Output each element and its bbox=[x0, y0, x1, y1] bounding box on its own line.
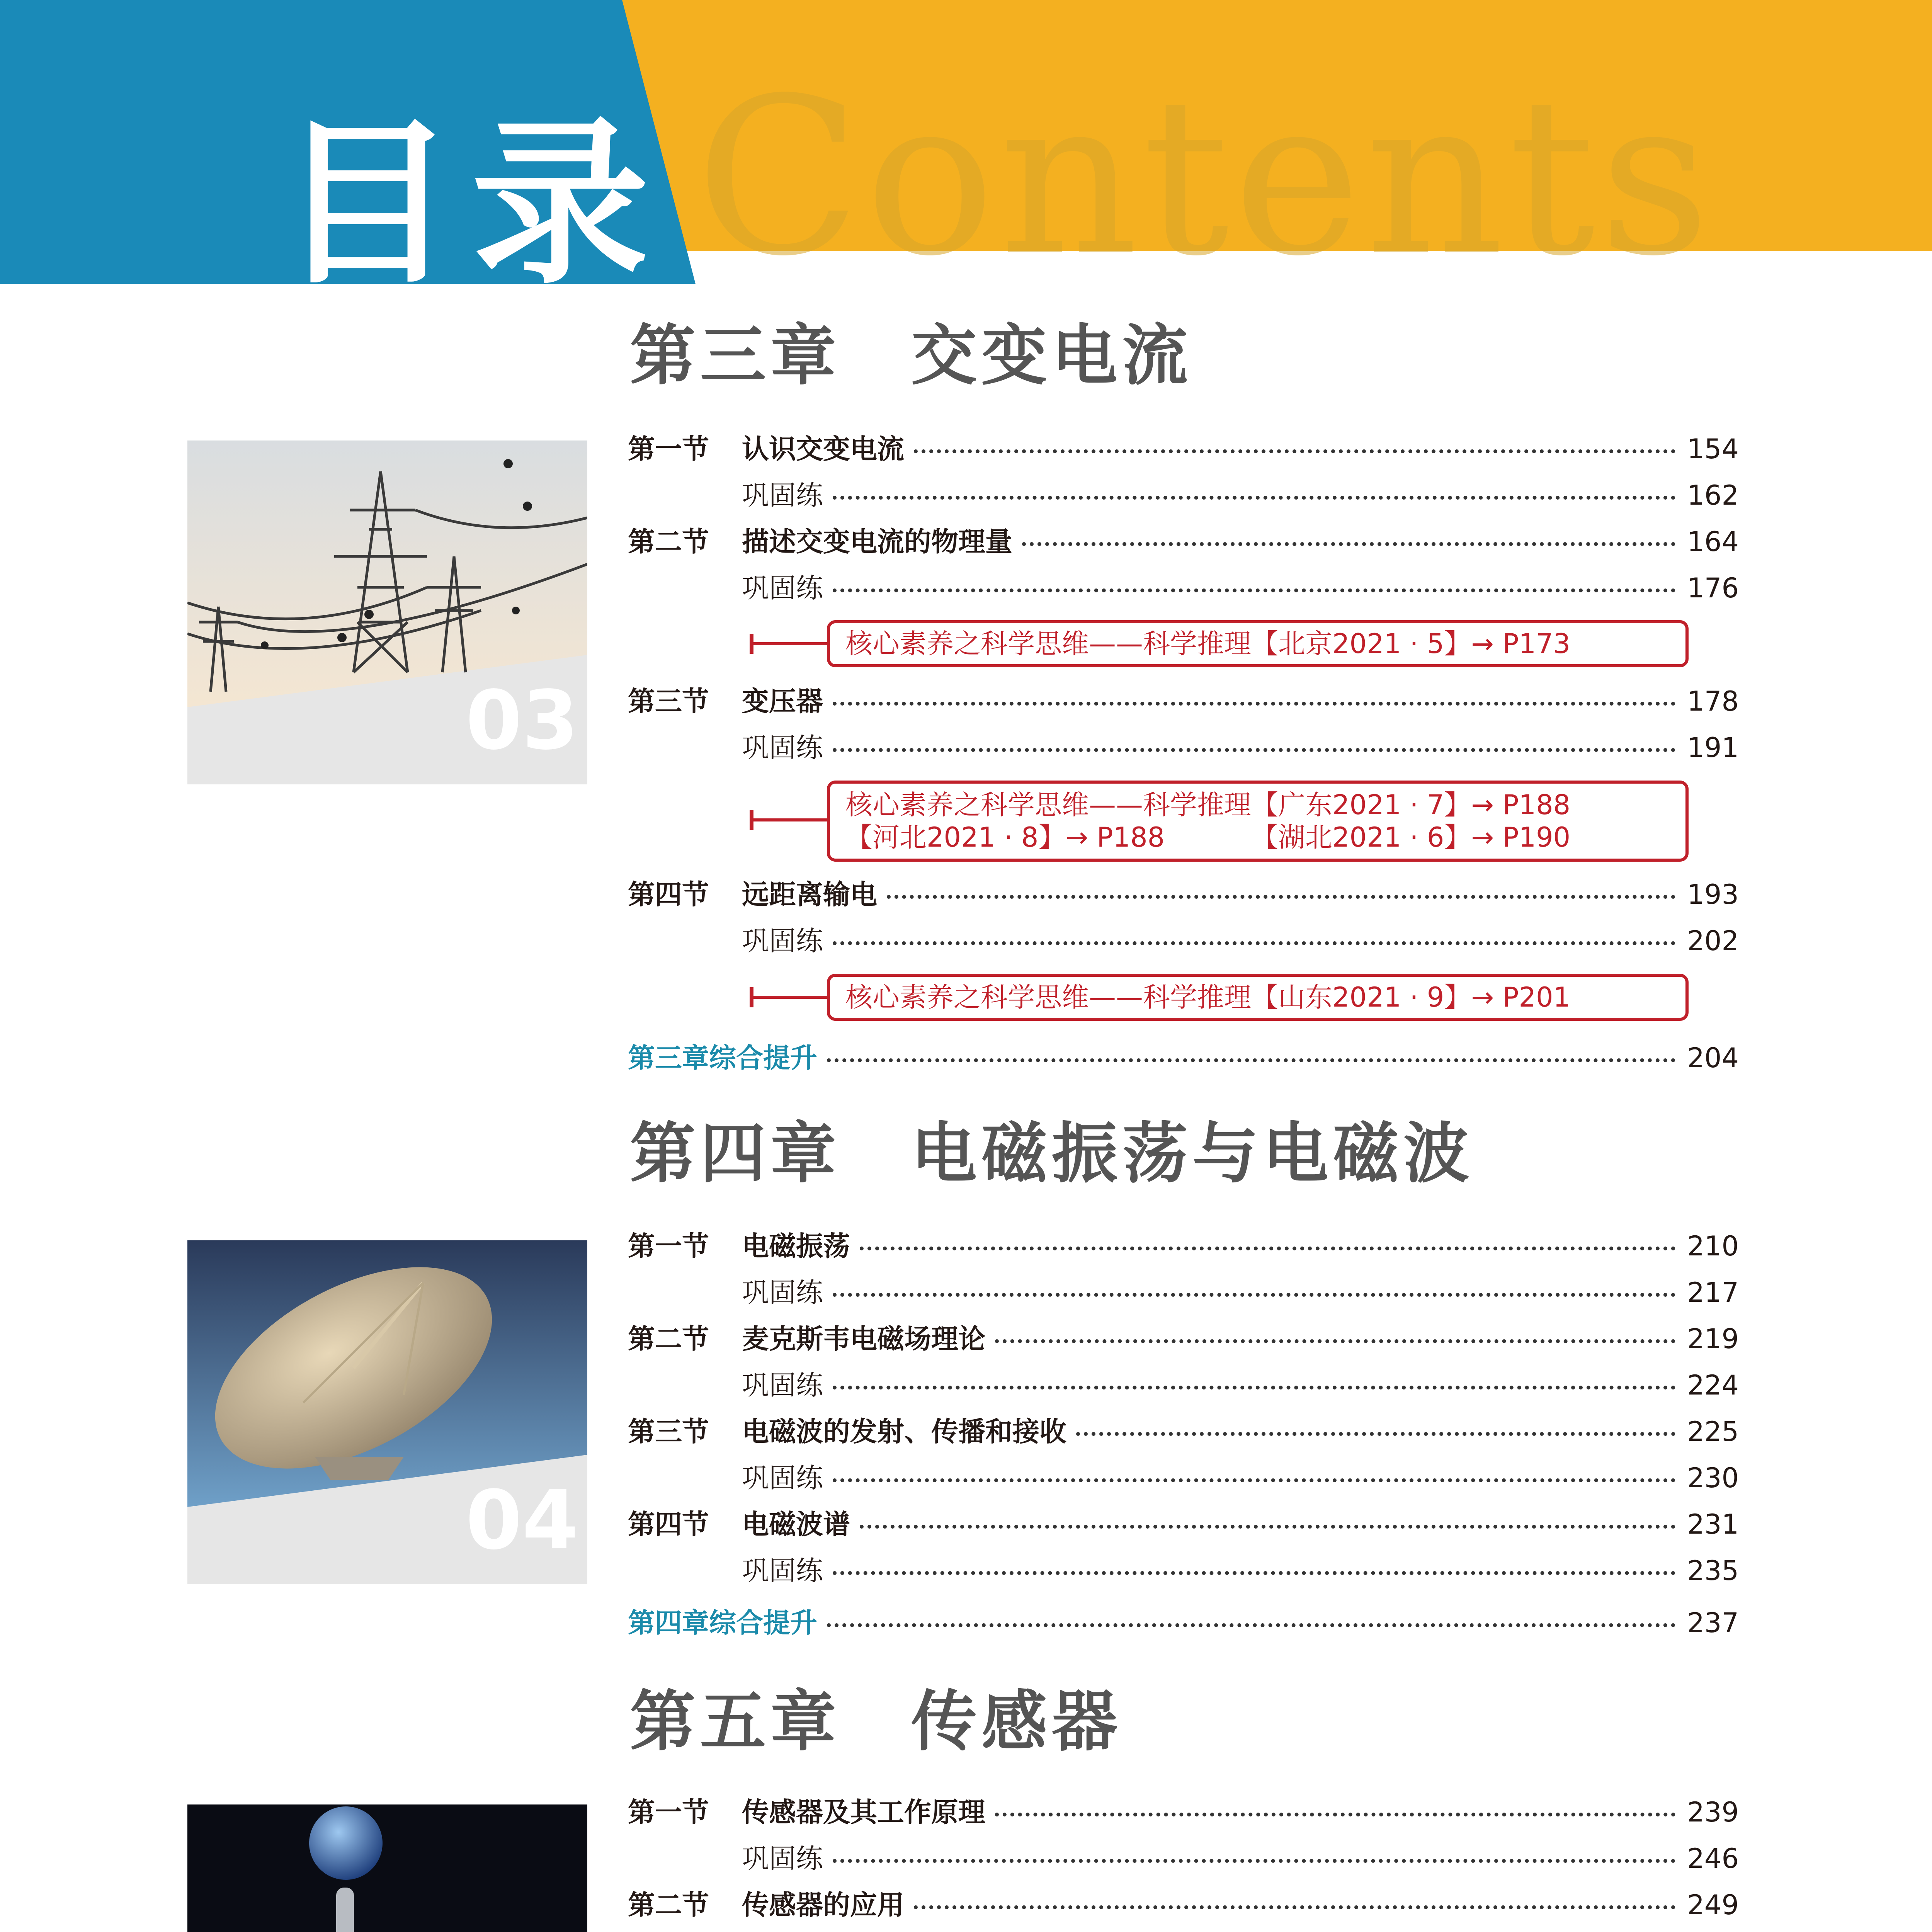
toc-row[interactable]: 第三节 电磁波的发射、传播和接收 225 bbox=[628, 1416, 1739, 1447]
page-number: 178 bbox=[1687, 685, 1739, 717]
page-number: 191 bbox=[1687, 732, 1739, 764]
page-number: 202 bbox=[1687, 925, 1739, 957]
chapter-4-title: 第四章 电磁振荡与电磁波 bbox=[630, 1115, 1474, 1192]
chapter-5-image bbox=[187, 1804, 587, 1932]
toc-row[interactable]: 第二节 传感器的应用 249 bbox=[628, 1889, 1739, 1921]
toc-row[interactable]: 第三节 变压器 178 bbox=[628, 685, 1739, 717]
toc-row[interactable]: 巩固练 246 bbox=[742, 1843, 1739, 1874]
page-number: 237 bbox=[1687, 1607, 1739, 1639]
page-number: 176 bbox=[1687, 572, 1739, 604]
page-number: 219 bbox=[1687, 1323, 1739, 1355]
page-number: 239 bbox=[1687, 1796, 1739, 1828]
page-number: 210 bbox=[1687, 1230, 1739, 1262]
page-number: 162 bbox=[1687, 480, 1739, 511]
page-number: 193 bbox=[1687, 879, 1739, 910]
page-number: 249 bbox=[1687, 1889, 1739, 1921]
toc-row[interactable]: 巩固练 235 bbox=[742, 1555, 1739, 1587]
toc-row[interactable]: 巩固练 202 bbox=[742, 925, 1739, 957]
core-literacy-callout[interactable]: 核心素养之科学思维——科学推理【北京2021 · 5】→ P173 bbox=[827, 620, 1689, 667]
page-number: 204 bbox=[1687, 1042, 1739, 1074]
toc-row[interactable]: 第二节 描述交变电流的物理量 164 bbox=[628, 526, 1739, 558]
core-literacy-callout[interactable]: 核心素养之科学思维——科学推理【山东2021 · 9】→ P201 bbox=[827, 974, 1689, 1021]
chapter-5-title: 第五章 传感器 bbox=[630, 1683, 1122, 1760]
callout-marker bbox=[750, 818, 827, 821]
header-title-en: Contents bbox=[696, 52, 1714, 304]
toc-row[interactable]: 巩固练 217 bbox=[742, 1277, 1739, 1308]
toc-row[interactable]: 第四节 电磁波谱 231 bbox=[628, 1509, 1739, 1540]
page-number: 225 bbox=[1687, 1416, 1739, 1447]
chapter-summary-row[interactable]: 第三章综合提升 204 bbox=[628, 1042, 1739, 1074]
page-number: 246 bbox=[1687, 1843, 1739, 1874]
toc-row[interactable]: 第一节 传感器及其工作原理 239 bbox=[628, 1796, 1739, 1828]
page-number: 154 bbox=[1687, 433, 1739, 465]
page-number: 230 bbox=[1687, 1462, 1739, 1494]
callout-marker bbox=[750, 996, 827, 999]
toc-row[interactable]: 巩固练 191 bbox=[742, 732, 1739, 764]
chapter-3-title: 第三章 交变电流 bbox=[630, 317, 1193, 394]
page-number: 235 bbox=[1687, 1555, 1739, 1587]
toc-row[interactable]: 第四节 远距离输电 193 bbox=[628, 879, 1739, 910]
page-number: 231 bbox=[1687, 1509, 1739, 1540]
toc-row[interactable]: 第一节 认识交变电流 154 bbox=[628, 433, 1739, 465]
toc-row[interactable] bbox=[628, 1928, 1739, 1932]
toc-row[interactable]: 第一节 电磁振荡 210 bbox=[628, 1230, 1739, 1262]
toc-row[interactable]: 巩固练 162 bbox=[742, 480, 1739, 511]
chapter-4-badge: 04 bbox=[466, 1473, 579, 1568]
toc-row[interactable]: 巩固练 176 bbox=[742, 572, 1739, 604]
chapter-summary-row[interactable]: 第四章综合提升 237 bbox=[628, 1607, 1739, 1639]
callout-marker bbox=[750, 642, 827, 645]
header-title-cn: 目录 bbox=[278, 101, 665, 308]
page-number: 224 bbox=[1687, 1369, 1739, 1401]
chapter-3-badge: 03 bbox=[466, 673, 579, 768]
core-literacy-callout[interactable]: 核心素养之科学思维——科学推理【广东2021 · 7】→ P188 【河北2021 · 8】→ P188 【湖北2021 · 6】→ P190 bbox=[827, 781, 1689, 862]
toc-row[interactable]: 巩固练 230 bbox=[742, 1462, 1739, 1494]
page-number: 217 bbox=[1687, 1277, 1739, 1308]
toc-row[interactable]: 巩固练 224 bbox=[742, 1369, 1739, 1401]
toc-row[interactable]: 第二节 麦克斯韦电磁场理论 219 bbox=[628, 1323, 1739, 1355]
page-number: 164 bbox=[1687, 526, 1739, 558]
